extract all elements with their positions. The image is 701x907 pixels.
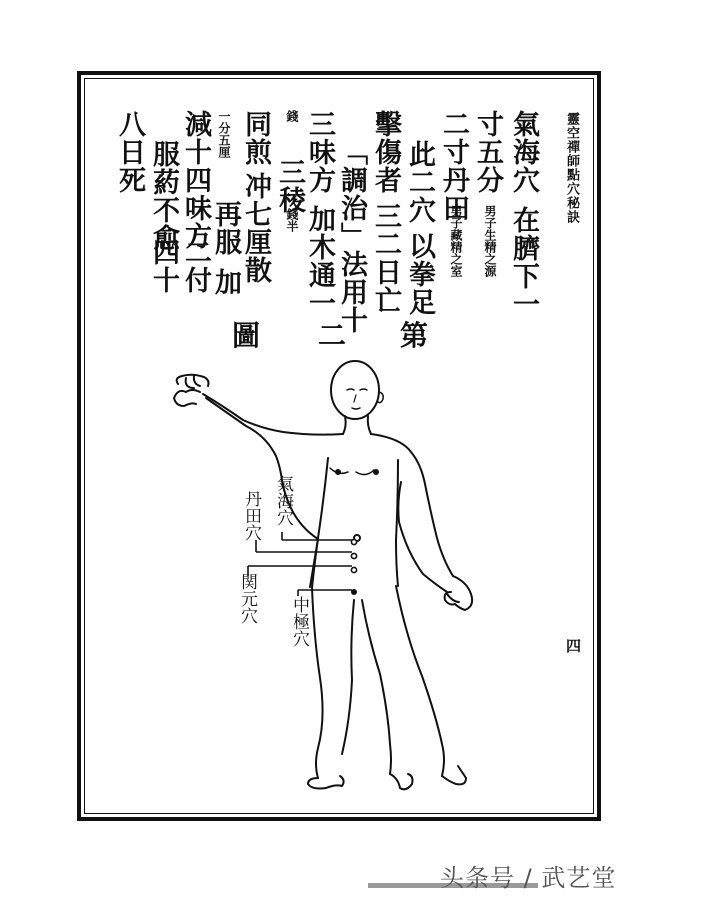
- page-number: 四: [566, 637, 582, 655]
- figure-title-char-1: 第: [400, 319, 429, 352]
- book-title: 靈空禪師點穴秘訣: [564, 112, 579, 224]
- figure-title-char-3: 圖: [232, 319, 261, 352]
- label-dantian-point: 丹田穴: [241, 490, 261, 541]
- label-guanyuan-point: 関元穴: [237, 573, 257, 624]
- head-outline: [331, 361, 379, 419]
- label-qihai-point: 氣海穴: [273, 475, 293, 526]
- watermark: 头条号 / 武艺堂: [440, 864, 617, 892]
- figure-title-char-2: 二: [318, 319, 347, 352]
- label-zhongji-point: 中極穴: [289, 596, 309, 647]
